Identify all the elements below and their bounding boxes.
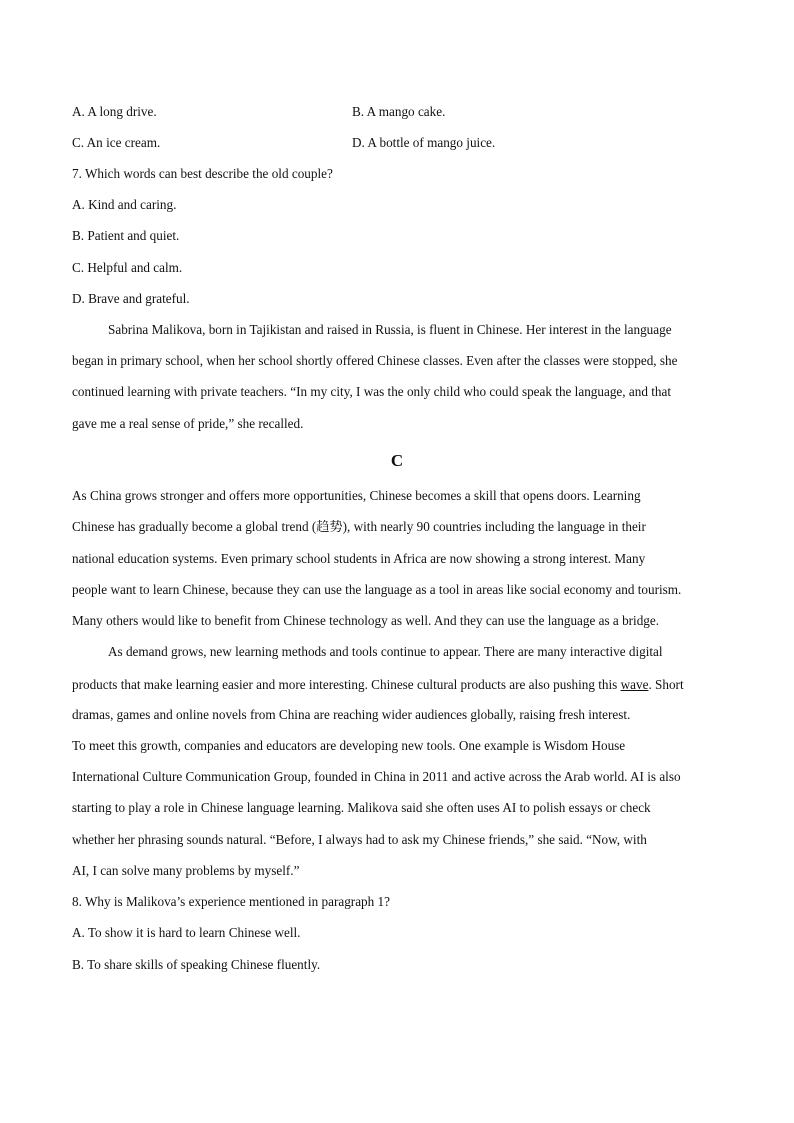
q6-option-a: A. A long drive. bbox=[72, 104, 157, 119]
q6-option-d: D. A bottle of mango juice. bbox=[352, 135, 496, 150]
passage-line: people want to learn Chinese, because they can use the language as a tool in areas like social economy and tourism. bbox=[72, 582, 682, 597]
q8-option-a: A. To show it is hard to learn Chinese well. bbox=[72, 925, 301, 940]
paragraph3-line: whether her phrasing sounds natural. “Before, I always had to ask my Chinese friends,” she said. “Now, with bbox=[72, 832, 647, 847]
paragraph2-line: As demand grows, new learning methods and tools continue to appear. There are many interactive digital bbox=[108, 644, 663, 659]
intro-paragraph-line: Sabrina Malikova, born in Tajikistan and raised in Russia, is fluent in Chinese. Her interest in the language bbox=[108, 322, 672, 337]
paragraph2-line bbox=[72, 676, 684, 694]
paragraph2-text: products that make learning easier and more interesting. Chinese cultural products are also pushing this bbox=[72, 677, 621, 692]
paragraph3-line: AI, I can solve many problems by myself.” bbox=[72, 863, 300, 878]
q7-question: 7. Which words can best describe the old couple? bbox=[72, 166, 333, 181]
passage-line: Many others would like to benefit from Chinese technology as well. And they can use the language as a bridge. bbox=[72, 613, 660, 628]
q7-option-a: A. Kind and caring. bbox=[72, 197, 177, 212]
q7-option-d: D. Brave and grateful. bbox=[72, 291, 190, 306]
q7-option-b: B. Patient and quiet. bbox=[72, 228, 180, 243]
q8-option-b: B. To share skills of speaking Chinese fluently. bbox=[72, 957, 321, 972]
intro-paragraph-line: began in primary school, when her school shortly offered Chinese classes. Even after the classes were stopped, she bbox=[72, 353, 678, 368]
passage-line: As China grows stronger and offers more opportunities, Chinese becomes a skill that opens doors. Learning bbox=[72, 488, 641, 503]
section-heading: C bbox=[390, 451, 404, 470]
q6-option-b: B. A mango cake. bbox=[352, 104, 446, 119]
q8-question: 8. Why is Malikova’s experience mentioned in paragraph 1? bbox=[72, 894, 390, 909]
q7-option-c: C. Helpful and calm. bbox=[72, 260, 183, 275]
passage-line: Chinese has gradually become a global trend (趋势), with nearly 90 countries including the language in their bbox=[72, 519, 646, 534]
intro-paragraph-line: gave me a real sense of pride,” she recalled. bbox=[72, 416, 304, 431]
paragraph3-line: starting to play a role in Chinese language learning. Malikova said she often uses AI to polish essays or check bbox=[72, 800, 651, 815]
passage-line: national education systems. Even primary school students in Africa are now showing a strong interest. Many bbox=[72, 551, 646, 566]
paragraph3-line: International Culture Communication Group, founded in China in 2011 and active across the Arab world. AI is also bbox=[72, 769, 681, 784]
intro-paragraph-line: continued learning with private teachers. “In my city, I was the only child who could speak the language, and that bbox=[72, 384, 671, 399]
underlined-word: wave bbox=[620, 677, 649, 692]
paragraph2-text: . Short bbox=[648, 677, 684, 692]
paragraph2-line: dramas, games and online novels from China are reaching wider audiences globally, raising fresh interest. bbox=[72, 707, 631, 722]
paragraph3-line: To meet this growth, companies and educators are developing new tools. One example is Wisdom House bbox=[72, 738, 626, 753]
q6-option-c: C. An ice cream. bbox=[72, 135, 161, 150]
